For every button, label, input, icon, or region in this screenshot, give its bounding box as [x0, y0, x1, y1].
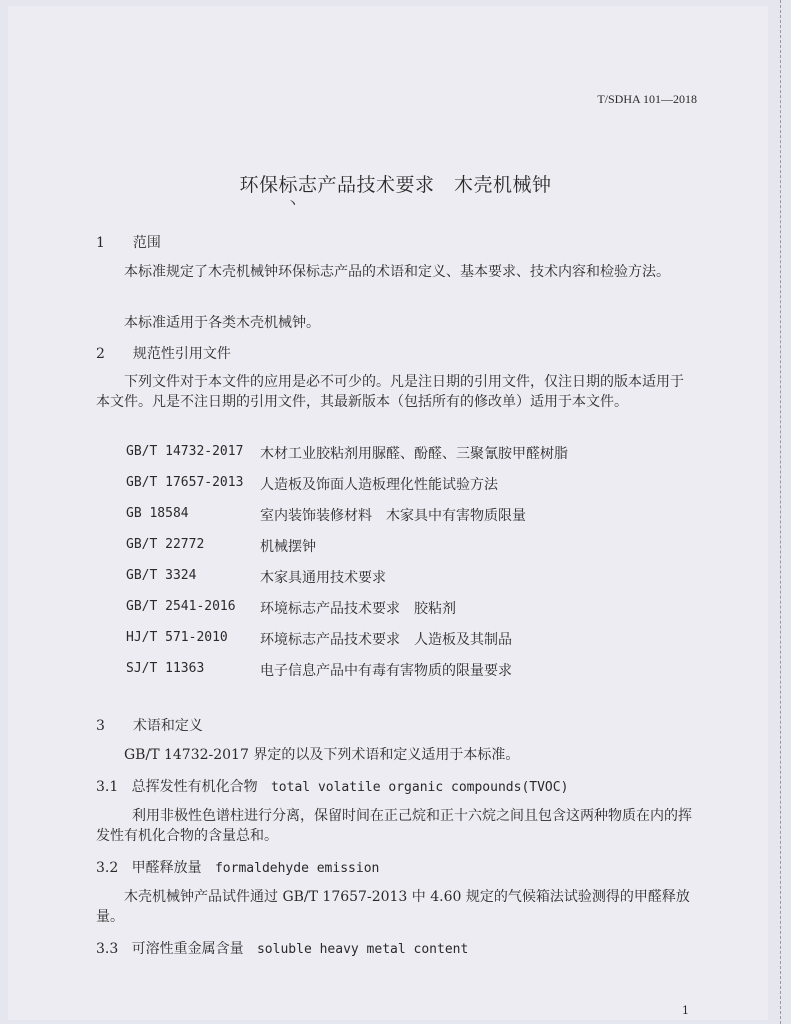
ref-code: GB/T 22772	[126, 537, 205, 552]
page-number: 1	[682, 1004, 689, 1017]
ref-code: HJ/T 571-2010	[126, 630, 228, 645]
term-3-3-heading	[96, 938, 468, 958]
term-cn: 总挥发性有机化合物	[131, 779, 258, 795]
term-3-2-definition: 木壳机械钟产品试件通过 GB/T 17657-2013 中 4.60 规定的气候箱法试验测得的甲醛释放量。	[96, 889, 690, 925]
ref-title: 木材工业胶粘剂用脲醛、酚醛、三聚氰胺甲醛树脂	[260, 446, 568, 462]
term-en: formaldehyde emission	[214, 861, 380, 876]
term-number: 3.1	[96, 779, 119, 795]
ref-title: 环境标志产品技术要求 胶粘剂	[260, 601, 456, 617]
ref-title: 木家具通用技术要求	[260, 570, 386, 586]
ref-code: GB/T 2541-2016	[126, 599, 236, 614]
section-1-heading: 1 范围	[96, 235, 161, 251]
stray-mark: 丶	[286, 197, 300, 212]
ref-code: GB/T 3324	[126, 568, 197, 583]
section-1-para-1: 本标准规定了木壳机械钟环保标志产品的术语和定义、基本要求、技术内容和检验方法。	[124, 264, 670, 280]
section-1-para-2: 本标准适用于各类木壳机械钟。	[124, 315, 320, 331]
ref-code: SJ/T 11363	[126, 661, 205, 676]
document-title: 环保标志产品技术要求 木壳机械钟	[239, 174, 552, 196]
term-3-1-definition: 利用非极性色谱柱进行分离，保留时间在正己烷和正十六烷之间且包含这两种物质在内的挥发性有机化合物的含量总和。	[96, 808, 692, 844]
term-en: soluble heavy metal content	[256, 942, 469, 957]
section-3-heading: 3 术语和定义	[96, 718, 203, 734]
term-number: 3.3	[96, 941, 119, 957]
ref-title: 电子信息产品中有毒有害物质的限量要求	[260, 663, 512, 679]
ref-title: 人造板及饰面人造板理化性能试验方法	[260, 477, 498, 493]
standard-number: T/SDHA 101—2018	[597, 92, 697, 106]
term-en: total volatile organic compounds(TVOC)	[270, 780, 569, 795]
ref-code: GB 18584	[126, 506, 189, 521]
section-2-heading: 2 规范性引用文件	[96, 346, 231, 362]
ref-code: GB/T 17657-2013	[126, 475, 244, 490]
section-2-para-1: 下列文件对于本文件的应用是必不可少的。凡是注日期的引用文件，仅注日期的版本适用于本文件。凡是不注日期的引用文件，其最新版本（包括所有的修改单）适用于本文件。	[96, 374, 684, 410]
ref-title: 室内装饰装修材料 木家具中有害物质限量	[260, 508, 526, 524]
page-edge	[780, 0, 782, 1024]
term-3-1-heading	[96, 776, 568, 796]
ref-title: 环境标志产品技术要求 人造板及其制品	[260, 632, 512, 648]
ref-code: GB/T 14732-2017	[126, 444, 244, 459]
term-cn: 可溶性重金属含量	[131, 941, 244, 957]
term-3-2-heading	[96, 857, 379, 877]
term-number: 3.2	[96, 860, 119, 876]
ref-title: 机械摆钟	[260, 539, 316, 555]
section-3-intro: GB/T 14732-2017 界定的以及下列术语和定义适用于本标准。	[124, 747, 520, 763]
term-cn: 甲醛释放量	[131, 860, 202, 876]
